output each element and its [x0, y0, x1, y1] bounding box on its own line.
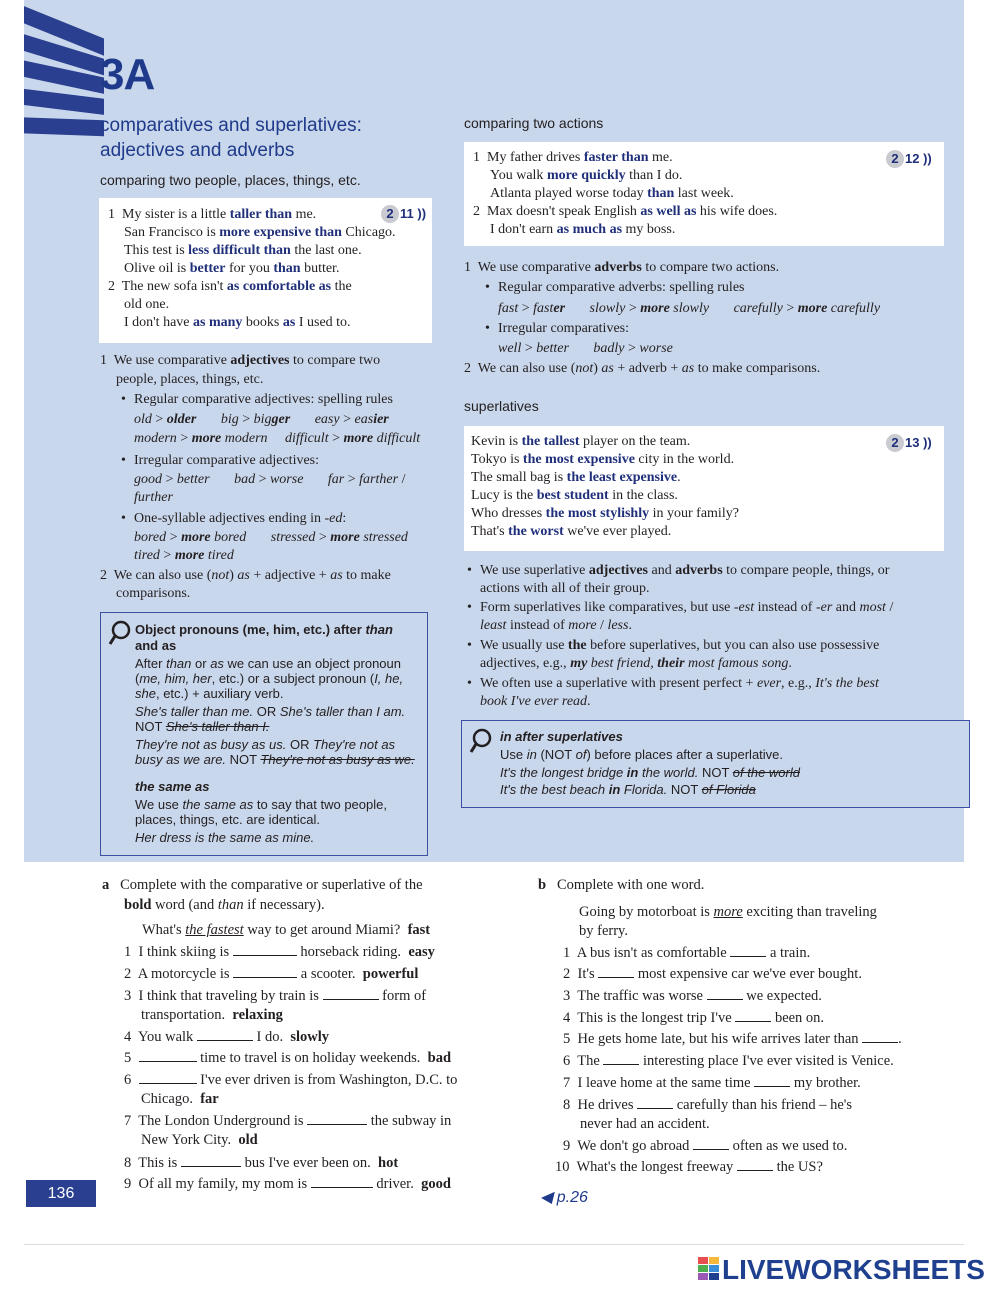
audio-track-12[interactable]: 2 12 )): [886, 150, 932, 168]
answer-blank-b9[interactable]: [693, 1138, 729, 1150]
answer-blank-b8[interactable]: [637, 1097, 673, 1109]
answer-blank-b4[interactable]: [735, 1010, 771, 1022]
liveworksheets-logo: LIVEWORKSHEETS: [722, 1254, 985, 1285]
liveworksheets-logo-icon: [698, 1257, 720, 1281]
answer-blank-b1[interactable]: [730, 945, 766, 957]
info-box-in-after-superlatives: in after superlatives Use in (NOT of) before places after a superlative. It's the longest bridge in the world. NOT of the world It's the best beach in Florida. NOT of Florida: [461, 720, 970, 808]
magnifier-icon: [108, 619, 132, 647]
example-box-1: 2 11 )) 1 My sister is a little taller than me. San Francisco is more expensive than Chicago. This test is less difficult than the last one. Olive oil is better for you than butter. 2 The new sofa isn't as comfortable as the old one. I don't have as many books as I used to.: [99, 198, 432, 343]
answer-blank-a3[interactable]: [323, 988, 379, 1000]
sub-heading-superlatives: superlatives: [464, 398, 539, 414]
answer-blank-b7[interactable]: [754, 1075, 790, 1087]
answer-blank-a6[interactable]: [139, 1072, 197, 1084]
answer-blank-a2[interactable]: [233, 966, 297, 978]
sub-heading-actions: comparing two actions: [464, 115, 604, 131]
example-box-2: 2 12 )) 1 My father drives faster than me. You walk more quickly than I do. Atlanta played worse today than last week. 2 Max doesn't speak English as well as his wife does. I don't earn as much as my boss.: [464, 142, 944, 246]
magnifier-icon: [469, 727, 493, 755]
decorative-stripes: [24, 0, 104, 160]
answer-blank-b5[interactable]: [862, 1031, 898, 1043]
audio-track-11[interactable]: 2 11 )): [381, 205, 426, 223]
answer-blank-b6[interactable]: [603, 1053, 639, 1065]
page-number: 136: [26, 1180, 96, 1207]
unit-label: 3A: [100, 50, 155, 99]
answer-blank-a8[interactable]: [181, 1155, 241, 1167]
answer-blank-b3[interactable]: [707, 988, 743, 1000]
audio-track-13[interactable]: 2 13 )): [886, 434, 932, 452]
answer-blank-b2[interactable]: [598, 966, 634, 978]
footer-divider: [24, 1244, 964, 1245]
answer-blank-a9[interactable]: [311, 1176, 373, 1188]
info-box-object-pronouns: Object pronouns (me, him, etc.) after than and as After than or as we can use an object pronoun (me, him, her, etc.) or a subject pronoun (I, he, she, etc.) + auxiliary verb. She's taller than me. OR She's taller than I am. NOT She's taller than I. They're not as busy as us. OR They're not as busy as we are. NOT They're not as busy as we. the same as We use the same as to say that two people, places, things, etc. are identical. Her dress is the same as mine.: [100, 612, 428, 856]
arrow-left-icon: ◀: [540, 1189, 553, 1206]
section-title: comparatives and superlatives: adjectives and adverbs: [100, 115, 362, 161]
answer-blank-a1[interactable]: [233, 944, 297, 956]
answer-blank-a5[interactable]: [139, 1050, 197, 1062]
answer-blank-b10[interactable]: [737, 1159, 773, 1171]
sub-heading-people: comparing two people, places, things, etc.: [100, 172, 361, 188]
example-box-3: 2 13 )) Kevin is the tallest player on the team. Tokyo is the most expensive city in the world. The small bag is the least expensive. Lucy is the best student in the class. Who dresses the most stylishly in your family? That's the worst we've ever played.: [464, 426, 944, 551]
page-reference-link[interactable]: ◀ p.26: [540, 1189, 588, 1206]
answer-blank-a4[interactable]: [197, 1029, 253, 1041]
answer-blank-a7[interactable]: [307, 1113, 367, 1125]
